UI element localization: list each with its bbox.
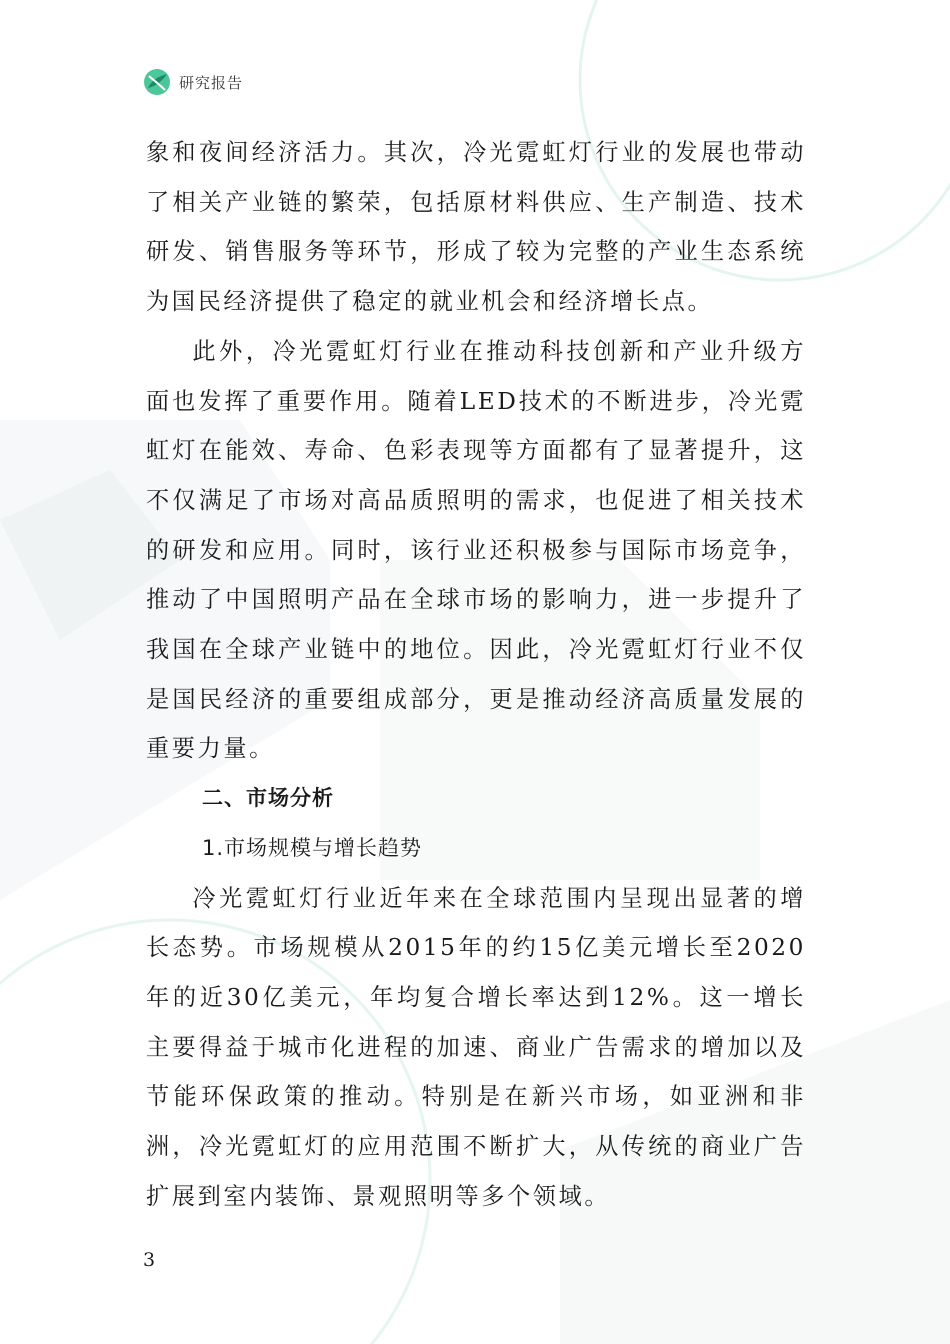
- paragraph: 此外，冷光霓虹灯行业在推动科技创新和产业升级方面也发挥了重要作用。随着LED技术的不断进步，冷光霓虹灯在能效、寿命、色彩表现等方面都有了显著提升，这不仅满足了市场对高品质照明的需求，也促进了相关技术的研发和应用。同时，该行业还积极参与国际市场竞争，推动了中国照明产品在全球市场的影响力，进一步提升了我国在全球产业链中的地位。因此，冷光霓虹灯行业不仅是国民经济的重要组成部分，更是推动经济高质量发展的重要力量。: [146, 337, 806, 763]
- subsection-heading: 1.市场规模与增长趋势: [202, 835, 423, 860]
- report-header: [143, 66, 243, 98]
- paragraph: 冷光霓虹灯行业近年来在全球范围内呈现出显著的增长态势。市场规模从2015年的约15亿美元增长至2020年的近30亿美元，年均复合增长率达到12%。这一增长主要得益于城市化进程的加速、商业广告需求的增加以及节能环保政策的推动。特别是在新兴市场，如亚洲和非洲，冷光霓虹灯的应用范围不断扩大，从传统的商业广告扩展到室内装饰、景观照明等多个领域。: [146, 884, 806, 1210]
- section-heading: 二、市场分析: [202, 786, 334, 811]
- logo-icon: [143, 68, 171, 96]
- header-title: 研究报告: [179, 73, 244, 92]
- document-body: [146, 128, 806, 1221]
- paragraph: 象和夜间经济活力。其次，冷光霓虹灯行业的发展也带动了相关产业链的繁荣，包括原材料供应、生产制造、技术研发、销售服务等环节，形成了较为完整的产业生态系统为国民经济提供了稳定的就业机会和经济增长点。: [146, 139, 806, 316]
- page-number: 3: [143, 1249, 156, 1271]
